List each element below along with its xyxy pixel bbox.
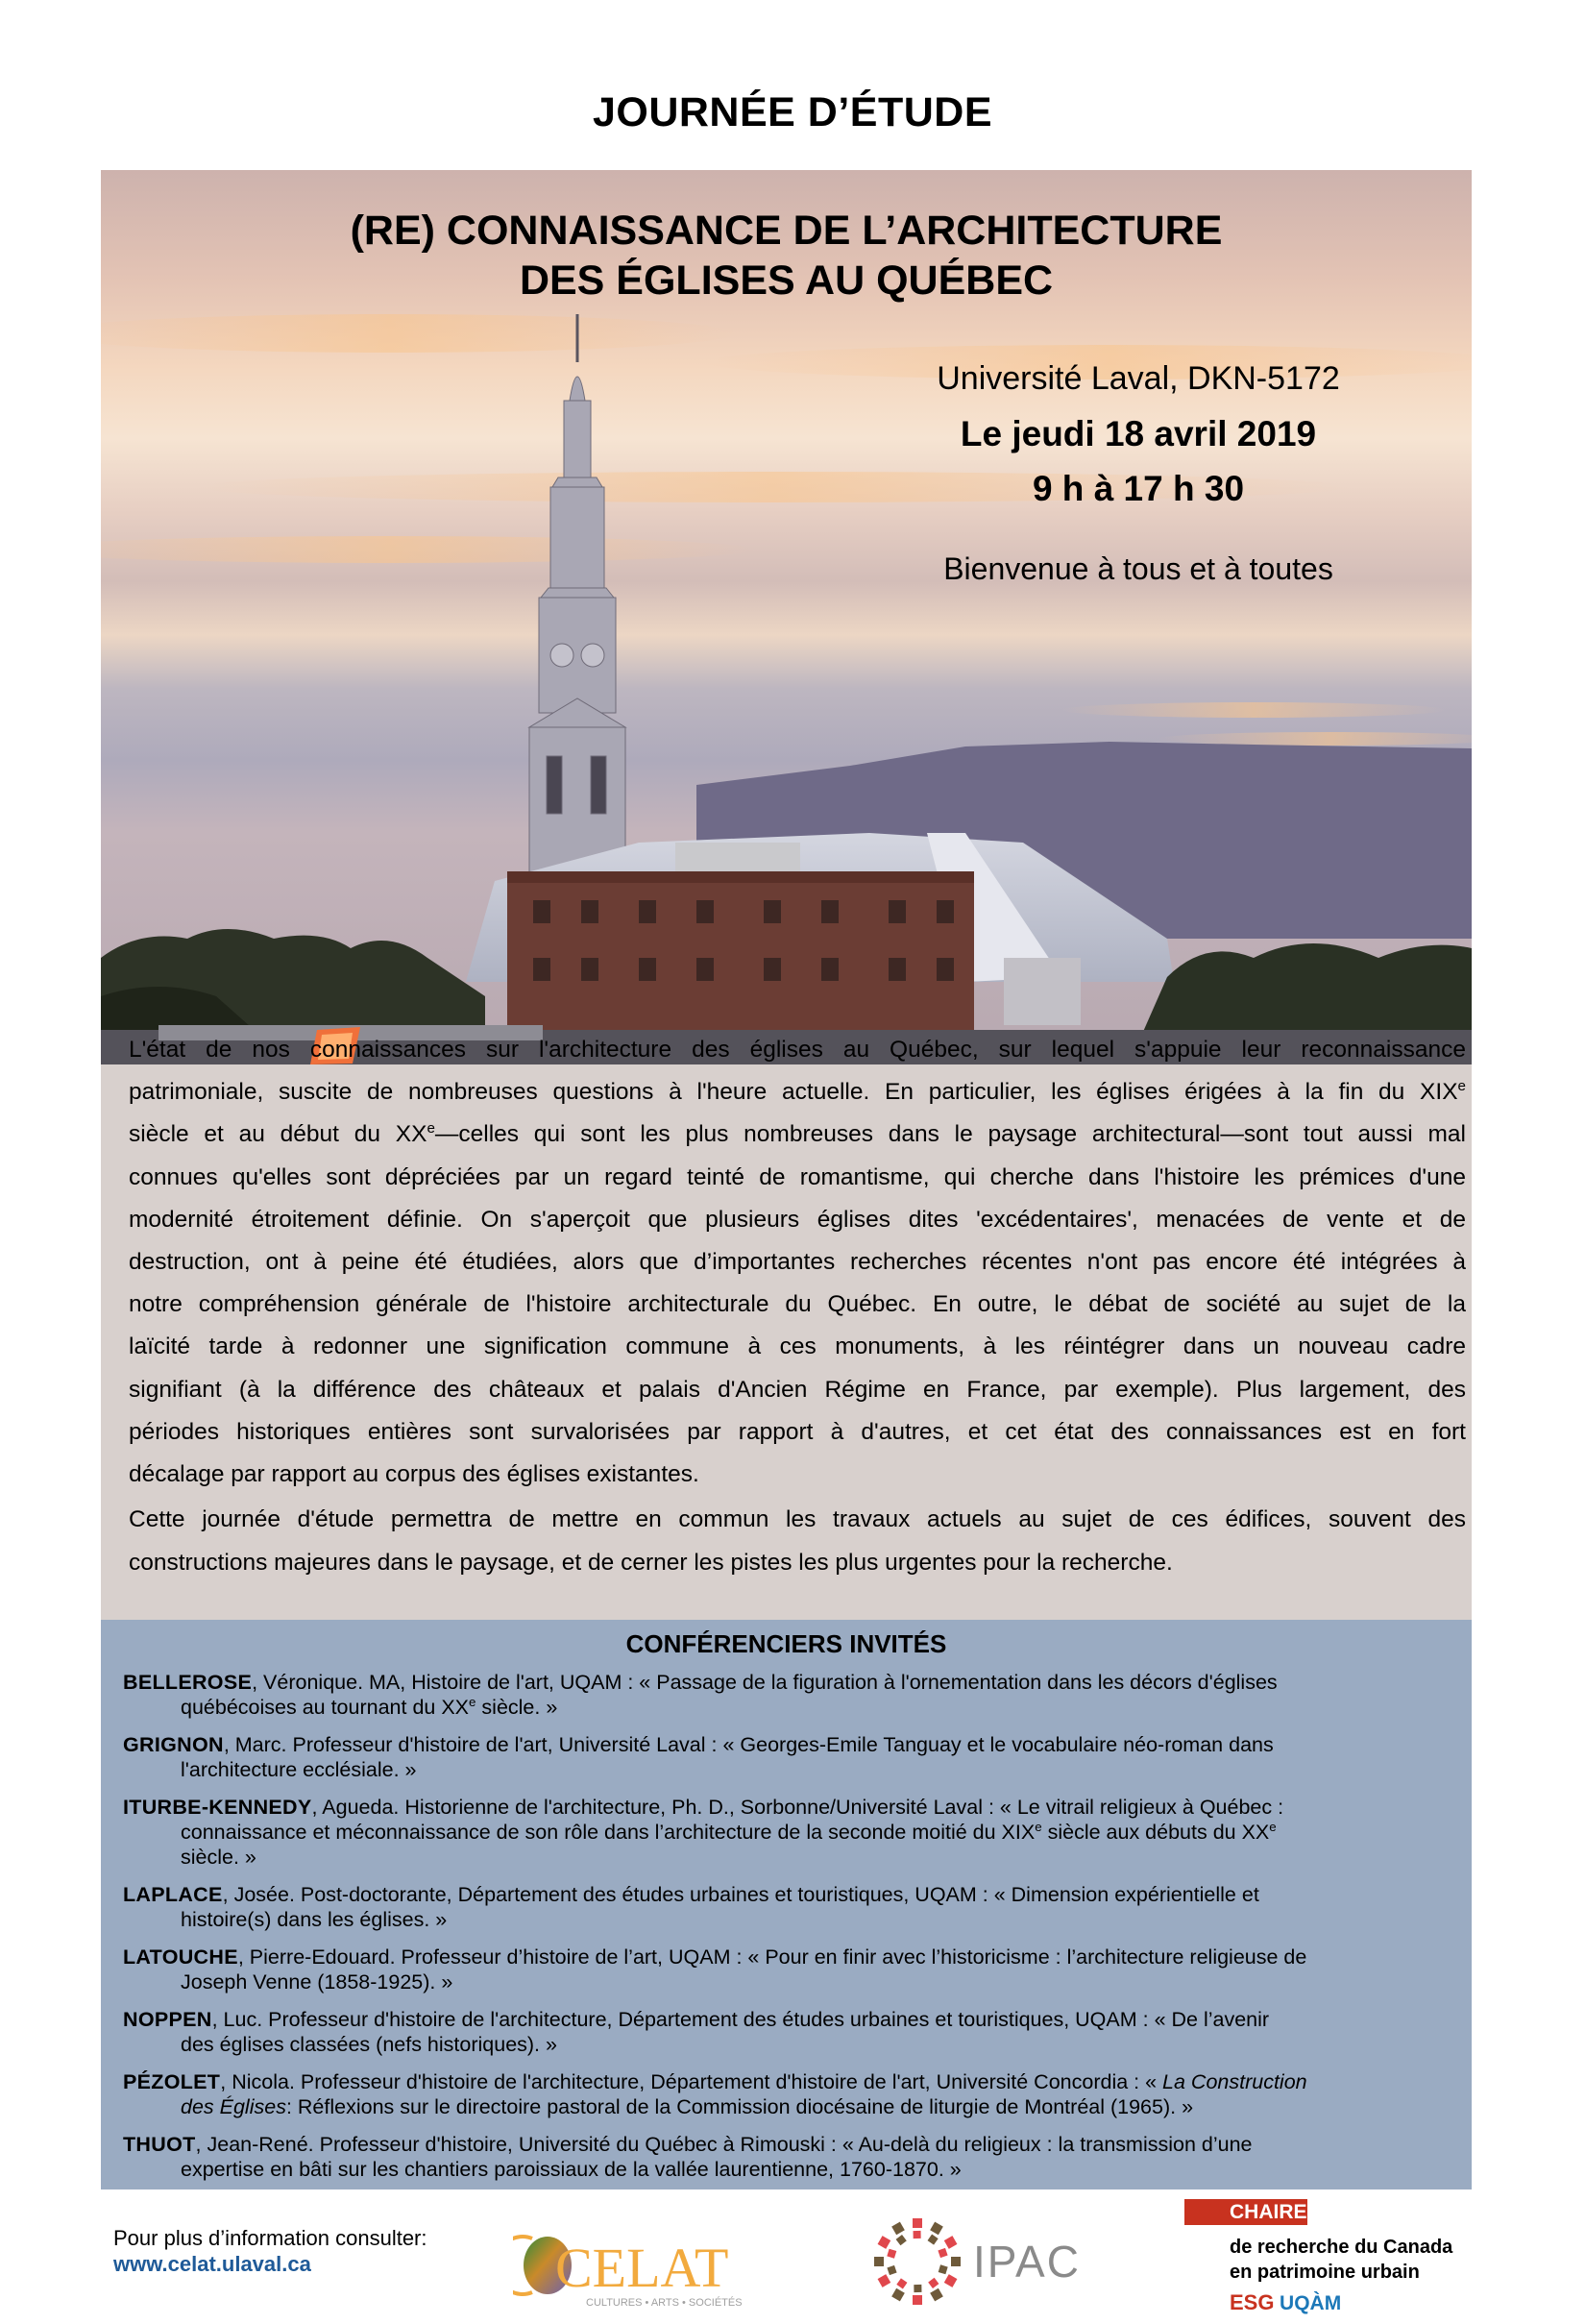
line-text: L'état de nos connaissances sur l'architecture des églises au Québec, sur lequel s'appuie leur reconnaissance — [129, 1037, 1466, 1063]
ipac-square — [891, 2288, 905, 2302]
line-text: constructions majeures dans le paysage, et de cerner les pistes les plus urgentes pour la recherche. — [129, 1550, 1173, 1576]
ipac-square — [930, 2222, 943, 2236]
ipac-logo-graphic — [865, 2206, 1085, 2319]
speaker-entry — [123, 1732, 1274, 1757]
speaker-details: expertise en bâti sur les chantiers paroissiaux de la vallée laurentienne, 1760-1870. » — [181, 2158, 962, 2181]
speaker-details: , Luc. Professeur d'histoire de l'architecture, Département des études urbaines et touristiques, UQAM : « De l’avenir — [211, 2008, 1270, 2031]
speakers-heading: CONFÉRENCIERS INVITÉS — [625, 1629, 947, 1658]
speaker-entry — [123, 1882, 1259, 1907]
ipac-square — [896, 2235, 907, 2245]
paragraph-line — [129, 1418, 1466, 1447]
paragraph-line — [129, 1376, 1466, 1405]
ipac-square — [928, 2235, 939, 2245]
speaker-entry-continuation — [181, 2032, 557, 2057]
website-link[interactable]: www.celat.ulaval.ca — [113, 2252, 311, 2276]
speaker-name: THUOT — [123, 2133, 196, 2156]
line-text: Cette journée d'étude permettra de mettre en commun les travaux actuels au sujet de ces édifices, souvent des — [129, 1506, 1466, 1532]
ipac-logo — [865, 2206, 1085, 2319]
church-photo-banner — [101, 170, 1472, 1064]
event-welcome: Bienvenue à tous et à toutes — [943, 551, 1333, 586]
speaker-details: , Agueda. Historienne de l'architecture, Ph. D., Sorbonne/Université Laval : « Le vitrail religieux à Québec : — [311, 1796, 1284, 1819]
speaker-details: siècle aux débuts du XX — [1041, 1821, 1270, 1844]
speaker-entry-continuation — [181, 1820, 1277, 1845]
speaker-name: ITURBE-KENNEDY — [123, 1796, 312, 1819]
chaire-line2: en patrimoine urbain — [1230, 2262, 1420, 2283]
speaker-name: GRIGNON — [123, 1733, 224, 1756]
ipac-square — [939, 2264, 948, 2274]
event-title-line2: DES ÉGLISES AU QUÉBEC — [519, 257, 1054, 304]
celat-wordmark: CELAT — [555, 2237, 729, 2299]
superscript: e — [1269, 1819, 1277, 1834]
speaker-details: des églises classées (nefs historiques). » — [181, 2033, 557, 2056]
speaker-details: , Marc. Professeur d'histoire de l'art, Université Laval : « Georges-Emile Tanguay et le vocabulaire néo-roman dans — [223, 1733, 1274, 1756]
speaker-entry-continuation — [181, 1845, 256, 1870]
ipac-square — [887, 2265, 896, 2275]
speaker-details: siècle. » — [181, 1846, 256, 1869]
speaker-entry-continuation — [181, 1757, 417, 1782]
page-title: JOURNÉE D’ÉTUDE — [592, 89, 993, 135]
superscript: e — [1457, 1078, 1466, 1095]
speaker-details: , Nicola. Professeur d'histoire de l'architecture, Département d'histoire de l'art, Université Concordia : « — [220, 2070, 1163, 2093]
speaker-details: : Réflexions sur le directoire pastoral de la Commission diocésaine de liturgie de Montréal (1965). » — [285, 2095, 1194, 2118]
line-text: destruction, ont à peine été étudiées, alors que d’importantes recherches récentes n'ont pas encore été intégrées à — [129, 1249, 1466, 1275]
speaker-details: l'architecture ecclésiale. » — [181, 1758, 417, 1781]
ipac-square — [913, 2218, 922, 2228]
paragraph-line — [129, 1036, 1466, 1064]
ipac-square — [887, 2249, 896, 2259]
line-text: siècle et au début du XX — [129, 1121, 427, 1148]
ipac-square — [944, 2274, 958, 2287]
event-date: Le jeudi 18 avril 2019 — [960, 414, 1317, 453]
italic-title: des Églises — [181, 2095, 286, 2118]
speaker-name: BELLEROSE — [123, 1671, 253, 1694]
paragraph-line — [129, 1333, 1466, 1361]
speaker-entry-continuation — [181, 1695, 557, 1720]
speaker-entry-continuation — [181, 2094, 1193, 2119]
speaker-details: , Jean-René. Professeur d'histoire, Université du Québec à Rimouski : « Au-delà du religieux : la transmission d’une — [195, 2133, 1253, 2156]
line-text: —celles qui sont les plus nombreuses dans le paysage architectural—sont tout aussi mal — [434, 1121, 1466, 1148]
line-text: décalage par rapport au corpus des églises existantes. — [129, 1461, 699, 1487]
line-text: modernité étroitement définie. On s'aperçoit que plusieurs églises dites 'excédentaires', menacées de vente et de — [129, 1206, 1466, 1233]
event-title-line1: (RE) CONNAISSANCE DE L’ARCHITECTURE — [350, 208, 1223, 254]
speaker-entry — [123, 1795, 1283, 1820]
ipac-square — [914, 2231, 921, 2238]
line-text: périodes historiques entières sont survalorisées par rapport à d'autres, et cet état des connaissances est en fort — [129, 1418, 1466, 1445]
ipac-squares-icon — [874, 2218, 961, 2305]
ipac-square — [878, 2274, 891, 2287]
speaker-name: PÉZOLET — [123, 2070, 221, 2093]
ipac-square — [896, 2278, 907, 2288]
paragraph-line — [129, 1248, 1466, 1277]
speaker-name: LAPLACE — [123, 1883, 223, 1906]
speaker-details: québécoises au tournant du XX — [181, 1696, 470, 1719]
ipac-square — [874, 2257, 884, 2266]
line-text: notre compréhension générale de l'histoire architecturale du Québec. En outre, le débat de société au sujet de la — [129, 1291, 1466, 1318]
paragraph-line — [129, 1206, 1466, 1235]
ipac-square — [944, 2236, 958, 2249]
celat-logo-graphic — [513, 2227, 768, 2313]
celat-tagline: CULTURES • ARTS • SOCIÉTÉS — [586, 2297, 743, 2309]
line-text: signifiant (à la différence des châteaux et palais d'Ancien Régime en France, par exemple). Plus largement, des — [129, 1376, 1466, 1403]
chaire-label: CHAIRE — [1230, 2201, 1307, 2223]
paragraph-line — [129, 1120, 1466, 1149]
speaker-details: Joseph Venne (1858-1925). » — [181, 1970, 453, 1994]
speaker-entry-continuation — [181, 2157, 962, 2182]
speaker-details: , Véronique. MA, Histoire de l'art, UQAM : « Passage de la figuration à l'ornementation dans les décors d'églises — [252, 1671, 1278, 1694]
speaker-entry-continuation — [181, 1969, 452, 1994]
celat-logo — [513, 2227, 768, 2313]
esg-uqam — [1230, 2291, 1341, 2315]
ipac-square — [951, 2257, 961, 2266]
event-location: Université Laval, DKN-5172 — [937, 360, 1340, 397]
speaker-details: , Josée. Post-doctorante, Département des études urbaines et touristiques, UQAM : « Dimension expérientielle et — [222, 1883, 1259, 1906]
footer-info — [113, 2225, 427, 2277]
intro-section — [101, 1037, 1472, 1620]
paragraph-line — [129, 1163, 1466, 1192]
paragraph-line — [129, 1460, 1466, 1489]
esg-wordmark: ESG — [1230, 2290, 1275, 2314]
line-text: patrimoniale, suscite de nombreuses questions à l'heure actuelle. En particulier, les églises érigées à la fin du XIX — [129, 1079, 1458, 1106]
line-text: connues qu'elles sont dépréciées par un regard teinté de romantisme, qui cherche dans l'histoire les prémices d'une — [129, 1163, 1466, 1190]
speaker-entry — [123, 2007, 1269, 2032]
superscript: e — [1035, 1819, 1042, 1834]
speaker-entry — [123, 1945, 1306, 1969]
paragraph-line — [129, 1078, 1466, 1107]
paragraph-line — [129, 1505, 1466, 1534]
chaire-line1: de recherche du Canada — [1230, 2237, 1453, 2258]
speaker-details: connaissance et méconnaissance de son rôle dans l’architecture de la seconde moitié du XIX — [181, 1821, 1036, 1844]
speaker-entry — [123, 1670, 1278, 1695]
speaker-name: LATOUCHE — [123, 1945, 238, 1969]
paragraph-line — [129, 1549, 1466, 1578]
italic-title: La Construction — [1162, 2070, 1307, 2093]
event-time: 9 h à 17 h 30 — [1032, 469, 1245, 508]
speaker-entry-continuation — [181, 1907, 447, 1932]
speakers-section — [101, 1620, 1472, 2189]
chaire-logo — [1184, 2199, 1473, 2314]
ipac-square — [878, 2236, 891, 2249]
speaker-details: histoire(s) dans les églises. » — [181, 1908, 448, 1931]
ipac-square — [930, 2288, 943, 2302]
ipac-square — [928, 2278, 939, 2288]
speaker-entry — [123, 2132, 1253, 2157]
ipac-square — [913, 2295, 922, 2305]
ipac-square — [938, 2248, 947, 2258]
ipac-wordmark: IPAC — [973, 2237, 1081, 2287]
line-text: laïcité tarde à redonner une signification commune à ces monuments, à les réintégrer dans un nouveau cadre — [129, 1333, 1466, 1360]
ipac-square — [891, 2222, 905, 2236]
ipac-square — [914, 2285, 921, 2292]
speaker-name: NOPPEN — [123, 2008, 212, 2031]
superscript: e — [427, 1120, 435, 1138]
superscript: e — [469, 1694, 476, 1709]
uqam-wordmark: UQÀM — [1280, 2292, 1342, 2314]
speaker-details: siècle. » — [476, 1696, 558, 1719]
speaker-entry — [123, 2069, 1307, 2094]
info-label: Pour plus d’information consulter: — [113, 2226, 427, 2250]
speaker-details: , Pierre-Edouard. Professeur d’histoire de l’art, UQAM : « Pour en finir avec l’historicisme : l’architecture religieuse de — [237, 1945, 1307, 1969]
paragraph-line — [129, 1290, 1466, 1319]
